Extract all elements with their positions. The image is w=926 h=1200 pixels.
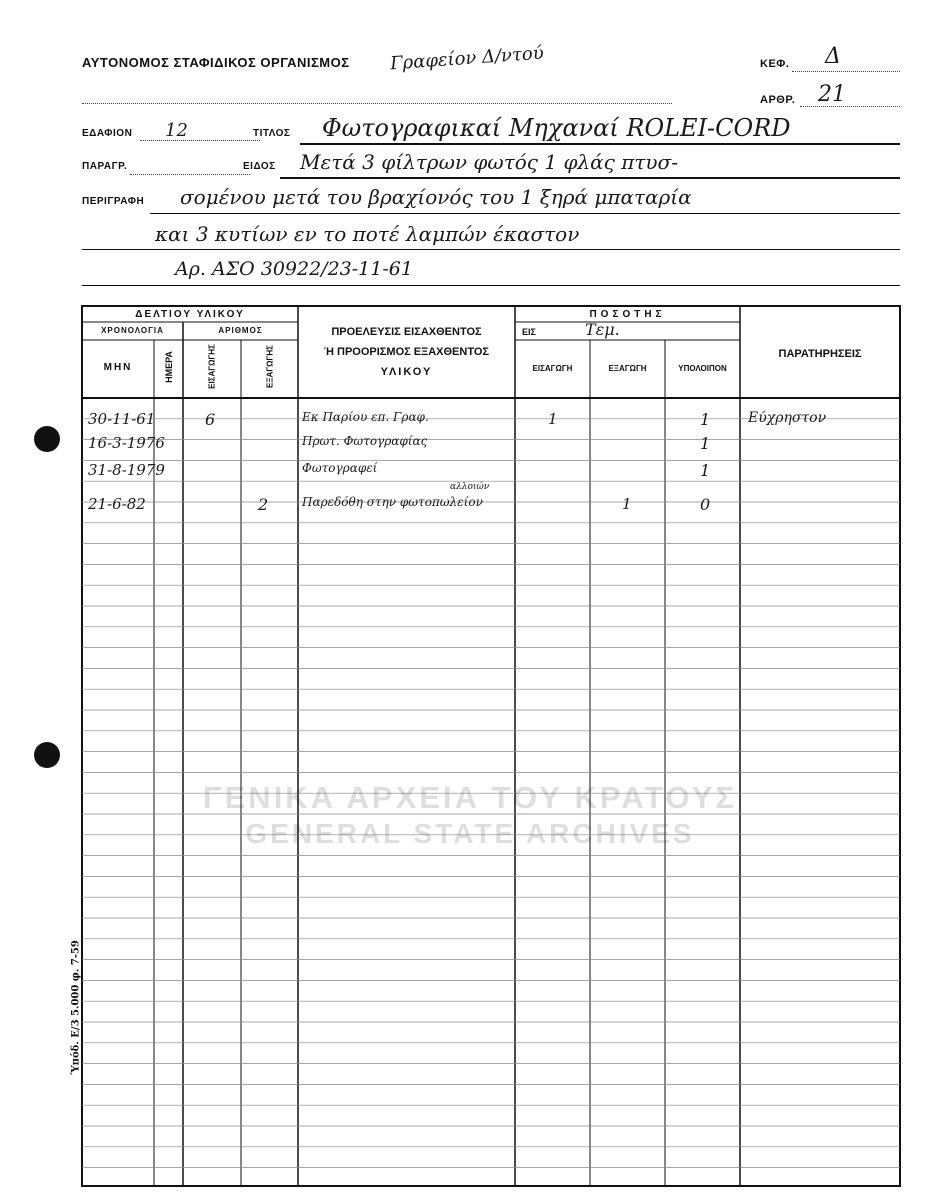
paratiriseis-header: ΠΑΡΑΤΗΡΗΣΕΙΣ [778,348,862,360]
ypoloipon-cell: 1 [700,434,711,453]
edafion-value: 12 [165,120,188,141]
titlos-label: ΤΙΤΛΟΣ [253,128,291,139]
perigrafi-line3: Αρ. ΑΣΟ 30922/23-11-61 [175,258,413,280]
date-cell: 31-8-1979 [88,461,165,479]
posotis-header: ΠΟΣΟΤΗΣ [589,309,666,320]
eis-value: Τεμ. [585,320,620,339]
date-cell: 16-3-1976 [88,434,165,452]
office-handwritten: Γραφείον Δ/ντού [389,42,545,75]
eidos-label: ΕΙΔΟΣ [243,161,276,172]
exagogi-header: ΕΞΑΓΩΓΗ [608,364,647,373]
origin-cell: Πρωτ. Φωτογραφίας [302,434,428,448]
origin-cell: Εκ Παρίου επ. Γραφ. [302,410,429,424]
perigrafi-line2: και 3 κυτίων εν το ποτέ λαμπών έκαστον [155,222,580,246]
min-header: ΜΗΝ [103,362,133,373]
eisagogi-header: ΕΙΣΑΓΩΓΗ [532,364,573,373]
ypoloipon-header: ΥΠΟΛΟΙΠΟΝ [678,364,727,373]
titlos-value: Φωτογραφικαί Μηχαναί ROLEI-CORD [322,114,791,142]
side-print: Ύπόδ. Ε/3 5.000 φ. 7-59 [70,940,82,1075]
eisag-no-cell: 6 [205,410,216,429]
exag-no-cell: 2 [258,495,269,514]
paragr-label: ΠΑΡΑΓΡ. [82,161,128,172]
arithmos-header: ΑΡΙΘΜΟΣ [218,326,263,335]
ypoloipon-cell: 0 [700,495,711,514]
edafion-label: ΕΔΑΦΙΟΝ [82,128,133,139]
ypoloipon-cell: 1 [700,410,711,429]
origin-cell: Παρεδόθη στην φωτοπωλείον [302,495,483,509]
ypoloipon-cell: 1 [700,461,711,480]
imera-header: ΗΜΕΡΑ [164,351,174,383]
arthr-value: 21 [818,82,846,107]
kef-value: Δ [825,44,841,69]
date-cell: 21-6-82 [88,495,146,513]
exagogi-cell: 1 [622,495,632,513]
perigrafi-label: ΠΕΡΙΓΡΑΦΗ [82,196,145,207]
eisagogi-cell: 1 [548,410,558,428]
eidos-value: Μετά 3 φίλτρων φωτός 1 φλάς πτυσ- [300,150,678,174]
eisagogis-header: ΕΙΣΑΓΩΓΗΣ [207,344,217,389]
origin-cell: Φωτογραφεί [302,461,378,475]
kef-label: ΚΕΦ. [760,58,790,70]
exagogis-header: ΕΞΑΓΩΓΗΣ [265,345,275,388]
date-cell: 30-11-61 [88,410,156,428]
deltio-title: ΔΕΛΤΙΟΥ ΥΛΙΚΟΥ [135,309,245,320]
organization-title: ΑΥΤΟΝΟΜΟΣ ΣΤΑΦΙΔΙΚΟΣ ΟΡΓΑΝΙΣΜΟΣ [82,55,350,70]
proeleusis-header-2: Ή ΠΡΟΟΡΙΣΜΟΣ ΕΞΑΧΘΕΝΤΟΣ [324,346,489,358]
arthr-label: ΑΡΘΡ. [760,94,796,106]
proeleusis-header-3: ΥΛΙΚΟΥ [380,366,433,378]
remarks-cell: Εύχρηστον [748,410,827,426]
chronologia-header: ΧΡΟΝΟΛΟΓΙΑ [101,326,164,335]
proeleusis-header-1: ΠΡΟΕΛΕΥΣΙΣ ΕΙΣΑΧΘΕΝΤΟΣ [331,326,482,338]
perigrafi-line1: σομένου μετά του βραχίονός του 1 ξηρά μπαταρία [180,185,692,209]
watermark-greek: ΓΕΝΙΚΑ ΑΡΧΕΙΑ ΤΟΥ ΚΡΑΤΟΥΣ [203,780,737,815]
eis-label: ΕΙΣ [522,327,536,337]
watermark-english: GENERAL STATE ARCHIVES [245,818,695,849]
origin-note-cell: αλλοιών [450,482,490,492]
